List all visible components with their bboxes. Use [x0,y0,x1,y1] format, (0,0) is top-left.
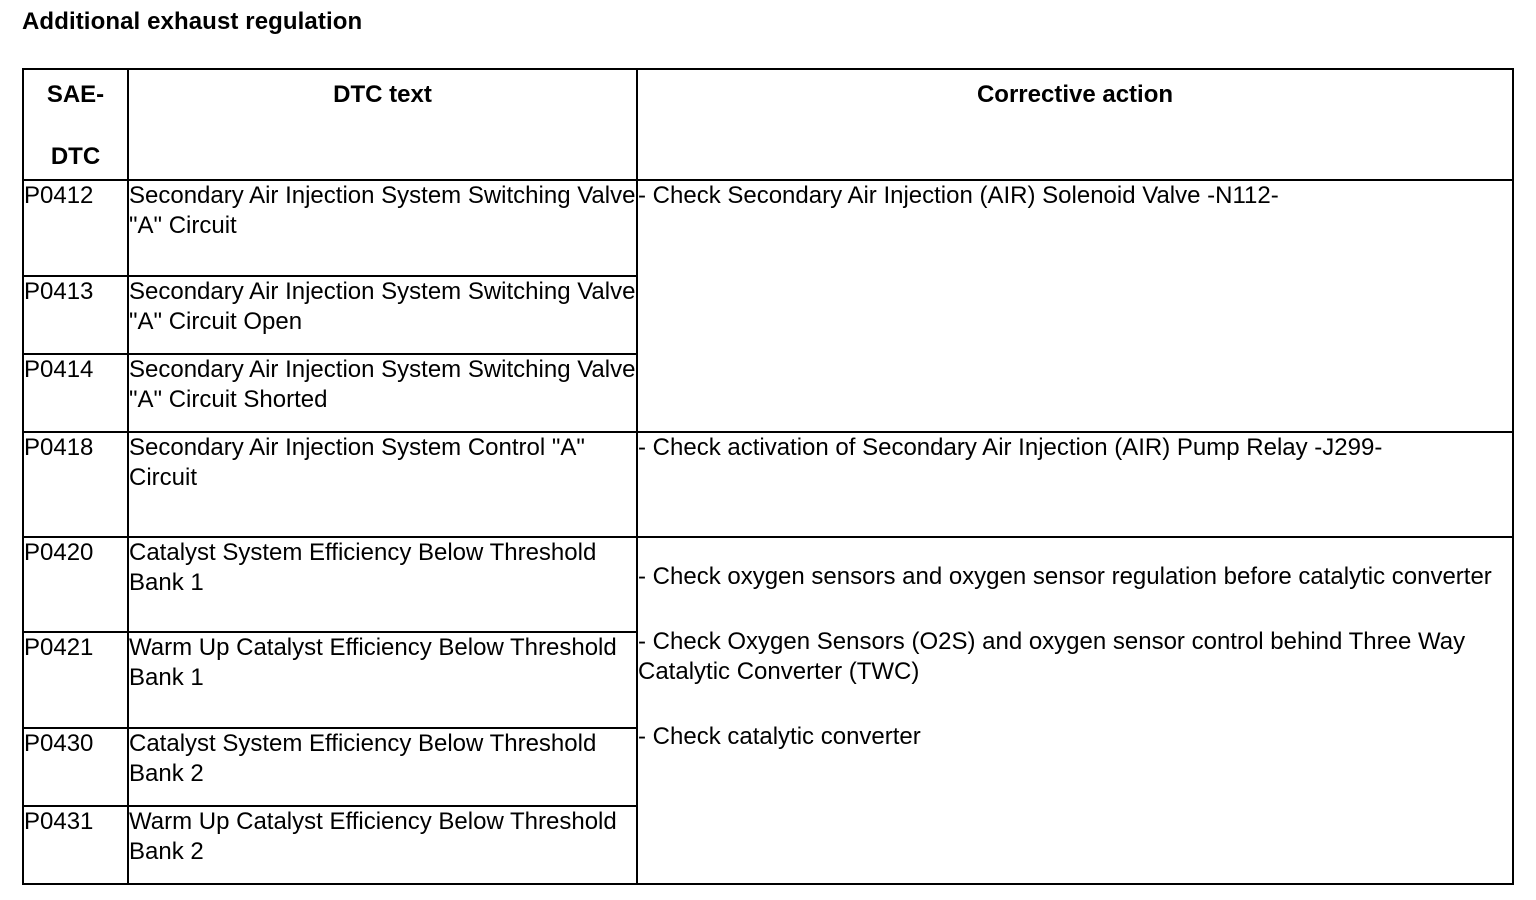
dtc-text: Warm Up Catalyst Efficiency Below Threshold Bank 2 [128,806,637,884]
corrective-action-text: - Check Secondary Air Injection (AIR) Solenoid Valve -N112- [638,182,1279,209]
dtc-table [22,68,1514,885]
dtc-text: Catalyst System Efficiency Below Threshold Bank 2 [128,728,637,806]
dtc-code: P0414 [23,354,128,432]
header-corrective-action-label: Corrective action [976,81,1174,108]
dtc-code: P0412 [23,180,128,276]
dtc-text: Secondary Air Injection System Switching Valve "A" Circuit Shorted [128,354,637,432]
dtc-code: P0430 [23,728,128,806]
header-dtc-text [128,69,637,180]
table-row [23,432,1513,537]
table-row [23,180,1513,276]
header-sae-dtc-line1: SAE- [46,81,105,108]
dtc-code: P0413 [23,276,128,354]
corrective-action-text: - Check activation of Secondary Air Injection (AIR) Pump Relay -J299- [638,434,1383,461]
corrective-action-text: - Check oxygen sensors and oxygen sensor regulation before catalytic converter [638,563,1492,590]
dtc-text: Catalyst System Efficiency Below Threshold Bank 1 [128,537,637,632]
header-corrective-action [637,69,1513,180]
table-header-row [23,69,1513,180]
document-title: Additional exhaust regulation [22,8,363,35]
dtc-text: Secondary Air Injection System Control "A" Circuit [128,432,637,537]
corrective-action-group3 [637,537,1513,884]
dtc-code: P0431 [23,806,128,884]
dtc-code: P0418 [23,432,128,537]
dtc-text: Secondary Air Injection System Switching Valve "A" Circuit [128,180,637,276]
header-sae-dtc [23,69,128,180]
dtc-text: Secondary Air Injection System Switching Valve "A" Circuit Open [128,276,637,354]
dtc-text: Warm Up Catalyst Efficiency Below Threshold Bank 1 [128,632,637,728]
header-sae-dtc-line2: DTC [50,143,101,170]
header-dtc-text-label: DTC text [333,81,432,108]
corrective-action-group1 [637,180,1513,432]
dtc-code: P0420 [23,537,128,632]
corrective-action-text: - Check catalytic converter [638,723,921,750]
table-row [23,537,1513,632]
corrective-action-text: - Check Oxygen Sensors (O2S) and oxygen sensor control behind Three Way Catalytic Converter (TWC) [638,628,1466,685]
dtc-code: P0421 [23,632,128,728]
corrective-action-group2 [637,432,1513,537]
